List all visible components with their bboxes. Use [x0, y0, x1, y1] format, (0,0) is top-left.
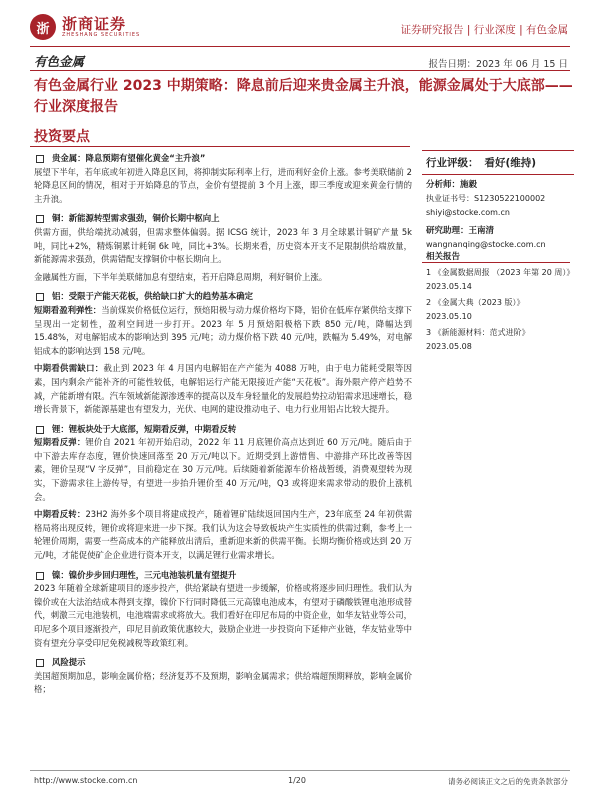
sub-text: 截止到 2023 年 4 月国内电解铝在产产能为 4088 万吨，由于电力能耗受限等因素，国内剩余产能补齐的可能性较低，电解铝运行产能无限接近产能“天花板”。海外限产停产趋势不减，产能新增有限。汽车领域新能源渗透率的提高以及车身轻量化的发展趋势拉动铝需求迅速增长，稳增长背景下，新能源基建也有望发力，光伏、电网的建设推动电子、电力行业用铝占比较大提升。: [34, 363, 412, 415]
related-report-item[interactable]: [426, 266, 575, 294]
rating-label: 行业评级：: [426, 157, 479, 169]
section-title: 投资要点: [34, 129, 90, 145]
paragraph: [34, 436, 412, 504]
bullet-heading: 风险提示: [52, 657, 86, 668]
bullet-heading: 锂：锂板块处于大底部，短期看反弹，中期看反转: [52, 423, 237, 434]
checkbox-bullet-icon: [36, 293, 44, 301]
assistant-name: 王南清: [468, 226, 495, 236]
related-report-title[interactable]: 2 《金属大典（2023 版）》: [426, 298, 525, 307]
related-report-title[interactable]: 3 《新能源材料：范式进阶》: [426, 328, 530, 337]
sub-text: 锂价自 2021 年初开始启动，2022 年 11 月底锂价高点达到近 60 万元/吨。随后由于中下游去库存态度，锂价快速回落至 20 万元/吨以下。近期受到上游惜售、中游排产环比改善等因素，锂价呈现“V 字反弹”，目前稳定在 30 万元/吨。后续随着新能源车价格战暂缓，消费观望转为现实，下游需求往上游传导，有望进一步抬升锂价至 40 万元/吨，Q3 或将迎来需求带动的股价上涨机会。: [34, 437, 412, 502]
sub-label: 中期看供需缺口：: [34, 363, 104, 374]
rating-value: 看好(维持): [484, 157, 537, 169]
logo-name: 浙商证券: [62, 14, 127, 33]
sector-divider: [30, 70, 570, 71]
paragraph: 金融属性方面，下半年美联储加息有望结束，若开启降息周期，利好铜价上涨。: [34, 271, 328, 282]
bullet-heading: 铜：新能源转型需求强劲，铜价长期中枢向上: [52, 213, 220, 224]
paragraph: [34, 304, 412, 358]
assistant-label: 研究助理：: [426, 226, 469, 236]
related-report-date: 2023.05.08: [426, 342, 472, 351]
analyst-cert: 执业证书号：S1230522100002: [426, 194, 546, 203]
related-report-date: 2023.05.14: [426, 282, 472, 291]
checkbox-bullet-icon: [36, 426, 44, 434]
checkbox-bullet-icon: [36, 572, 44, 580]
logo-english: ZHESHANG SECURITIES: [62, 31, 141, 38]
sub-label: 短期看盈利弹性：: [34, 304, 102, 315]
checkbox-bullet-icon: [36, 659, 44, 667]
paragraph: 展望下半年，若年底或年初进入降息区间，将抑制实际利率上行，进而利好金价上涨。参考美联储前 2 轮降息区间的情况，相对于开始降息的节点，金价有望提前 3 个月上涨，即三季度或迎来黄金行情的主升浪。: [34, 166, 412, 204]
paragraph: 2023 年随着全球新建项目的逐步投产，供给紧缺有望进一步缓解，价格或将逐步回归理性。我们认为镍价或在大法治结成本得到支撑，镍价下行同时降低三元高镍电池成本，有望对于磷酸铁锂电池形成替代，刺激三元电池装机，电池端需求或将放大。我们看好在印尼布局的中资企业，如华友钴业等公司，印尼多个项目逐渐投产，印尼目前政策优惠较大，鼓励企业进一步投资向下延伸产业链，华友钴业等中资有望充分享受印尼免税减税等政策红利。: [34, 583, 412, 648]
analyst-email[interactable]: shiyi@stocke.com.cn: [426, 208, 510, 217]
sub-label: 中期看反转：: [34, 509, 86, 520]
section-divider: [30, 146, 410, 147]
related-reports-title: [426, 250, 460, 264]
checkbox-bullet-icon: [36, 215, 44, 223]
bullet-heading: 铝：受限于产能天花板，供给缺口扩大的趋势基本确定: [52, 291, 253, 302]
bullet-aluminium: [34, 290, 412, 304]
footer-divider: [30, 770, 570, 771]
analyst-label: 分析师：: [426, 180, 461, 190]
bullet-heading: 镍：镍价步步回归理性，三元电池装机量有望提升: [52, 569, 237, 580]
related-title: 相关报告: [426, 252, 461, 262]
footer-website[interactable]: http://www.stocke.com.cn: [34, 776, 138, 785]
bullet-lithium: [34, 423, 412, 437]
related-report-date: 2023.05.10: [426, 312, 472, 321]
sub-text: 23H2 海外多个项目将建成投产，随着锂矿陆续返回国内生产，23年底至 24 年初供需格局将出现反转，锂价或将迎来进一步下探。我们认为这会导致板块产生实质性的供需过剩，参考上一轮锂价周期，需要一些高成本的产能释放出清后，重新迎来新的供需平衡。长期均衡价格或达到 20 万元/吨，才能促使矿企企业进行资本开支，以满足锂行业需求增长。: [34, 509, 412, 561]
bullet-copper: [34, 212, 412, 226]
assistant-email[interactable]: wangnanqing@stocke.com.cn: [426, 240, 546, 249]
paragraph: 供需方面，供给端扰动减弱，但需求整体偏弱。据 ICSG 统计，2023 年 3 月全球累计铜矿产量 5k 吨，同比+2%，精炼铜累计耗铜 6k 吨，同比+3%。长期来看，历史资本开支不足限制供给端放量，新能源需求强劲，供需错配支撑铜价中枢长期向上。: [34, 226, 412, 265]
disclaimer-note: 请务必阅读正文之后的免责条款部分: [448, 777, 568, 786]
logo-icon: 浙: [30, 14, 56, 40]
related-reports: [426, 266, 575, 354]
paragraph: [34, 508, 412, 562]
related-report-title[interactable]: 1 《金属数据周报 （2023 年第 20 周）》: [426, 268, 575, 277]
bullet-risk: [34, 656, 412, 670]
header-divider: [30, 46, 570, 47]
sub-label: 短期看反弹：: [34, 437, 86, 448]
sector-label: 有色金属: [34, 54, 85, 69]
company-logo: [30, 14, 140, 40]
bullet-nickel: [34, 569, 412, 583]
report-category: 证券研究报告 | 行业深度 | 有色金属: [400, 24, 568, 36]
analyst-name: 施毅: [460, 180, 478, 190]
investment-highlights: [34, 150, 412, 697]
paragraph: 美国超预期加息，影响金属价格；经济复苏不及预期，影响金属需求；供给端超预期释放，影响金属价格；: [34, 670, 412, 695]
related-report-item[interactable]: [426, 296, 572, 324]
checkbox-bullet-icon: [36, 155, 44, 163]
sub-text: 当前煤炭价格低位运行，预焙阳极与动力煤价格均下降，铝价在低库存紧供给支撑下呈现出一定韧性，盈利空间进一步打开。2023 年 5 月预焙阳极格下跌 850 元/吨，降幅达到 15.48%，对电解铝成本的影响达到 395 元/吨；动力煤价格下跌 40 元/吨，跌幅为 5.49%，对电解铝成本的影响达到 158 元/吨。: [34, 304, 413, 356]
report-date: 报告日期：2023 年 06 月 15 日: [428, 59, 568, 70]
bullet-precious-metals: [34, 152, 412, 166]
bullet-heading: 贵金属：降息预期有望催化黄金“主升浪”: [52, 153, 206, 163]
analyst-info: [426, 178, 545, 220]
assistant-info: [426, 224, 546, 252]
report-title: 有色金属行业 2023 中期策略：降息前后迎来贵金属主升浪，能源金属处于大底部——行业深度报告: [34, 78, 573, 115]
page-number: 1/20: [288, 776, 306, 785]
related-report-item[interactable]: [426, 326, 572, 354]
industry-rating: [422, 150, 574, 175]
paragraph: [34, 362, 412, 416]
